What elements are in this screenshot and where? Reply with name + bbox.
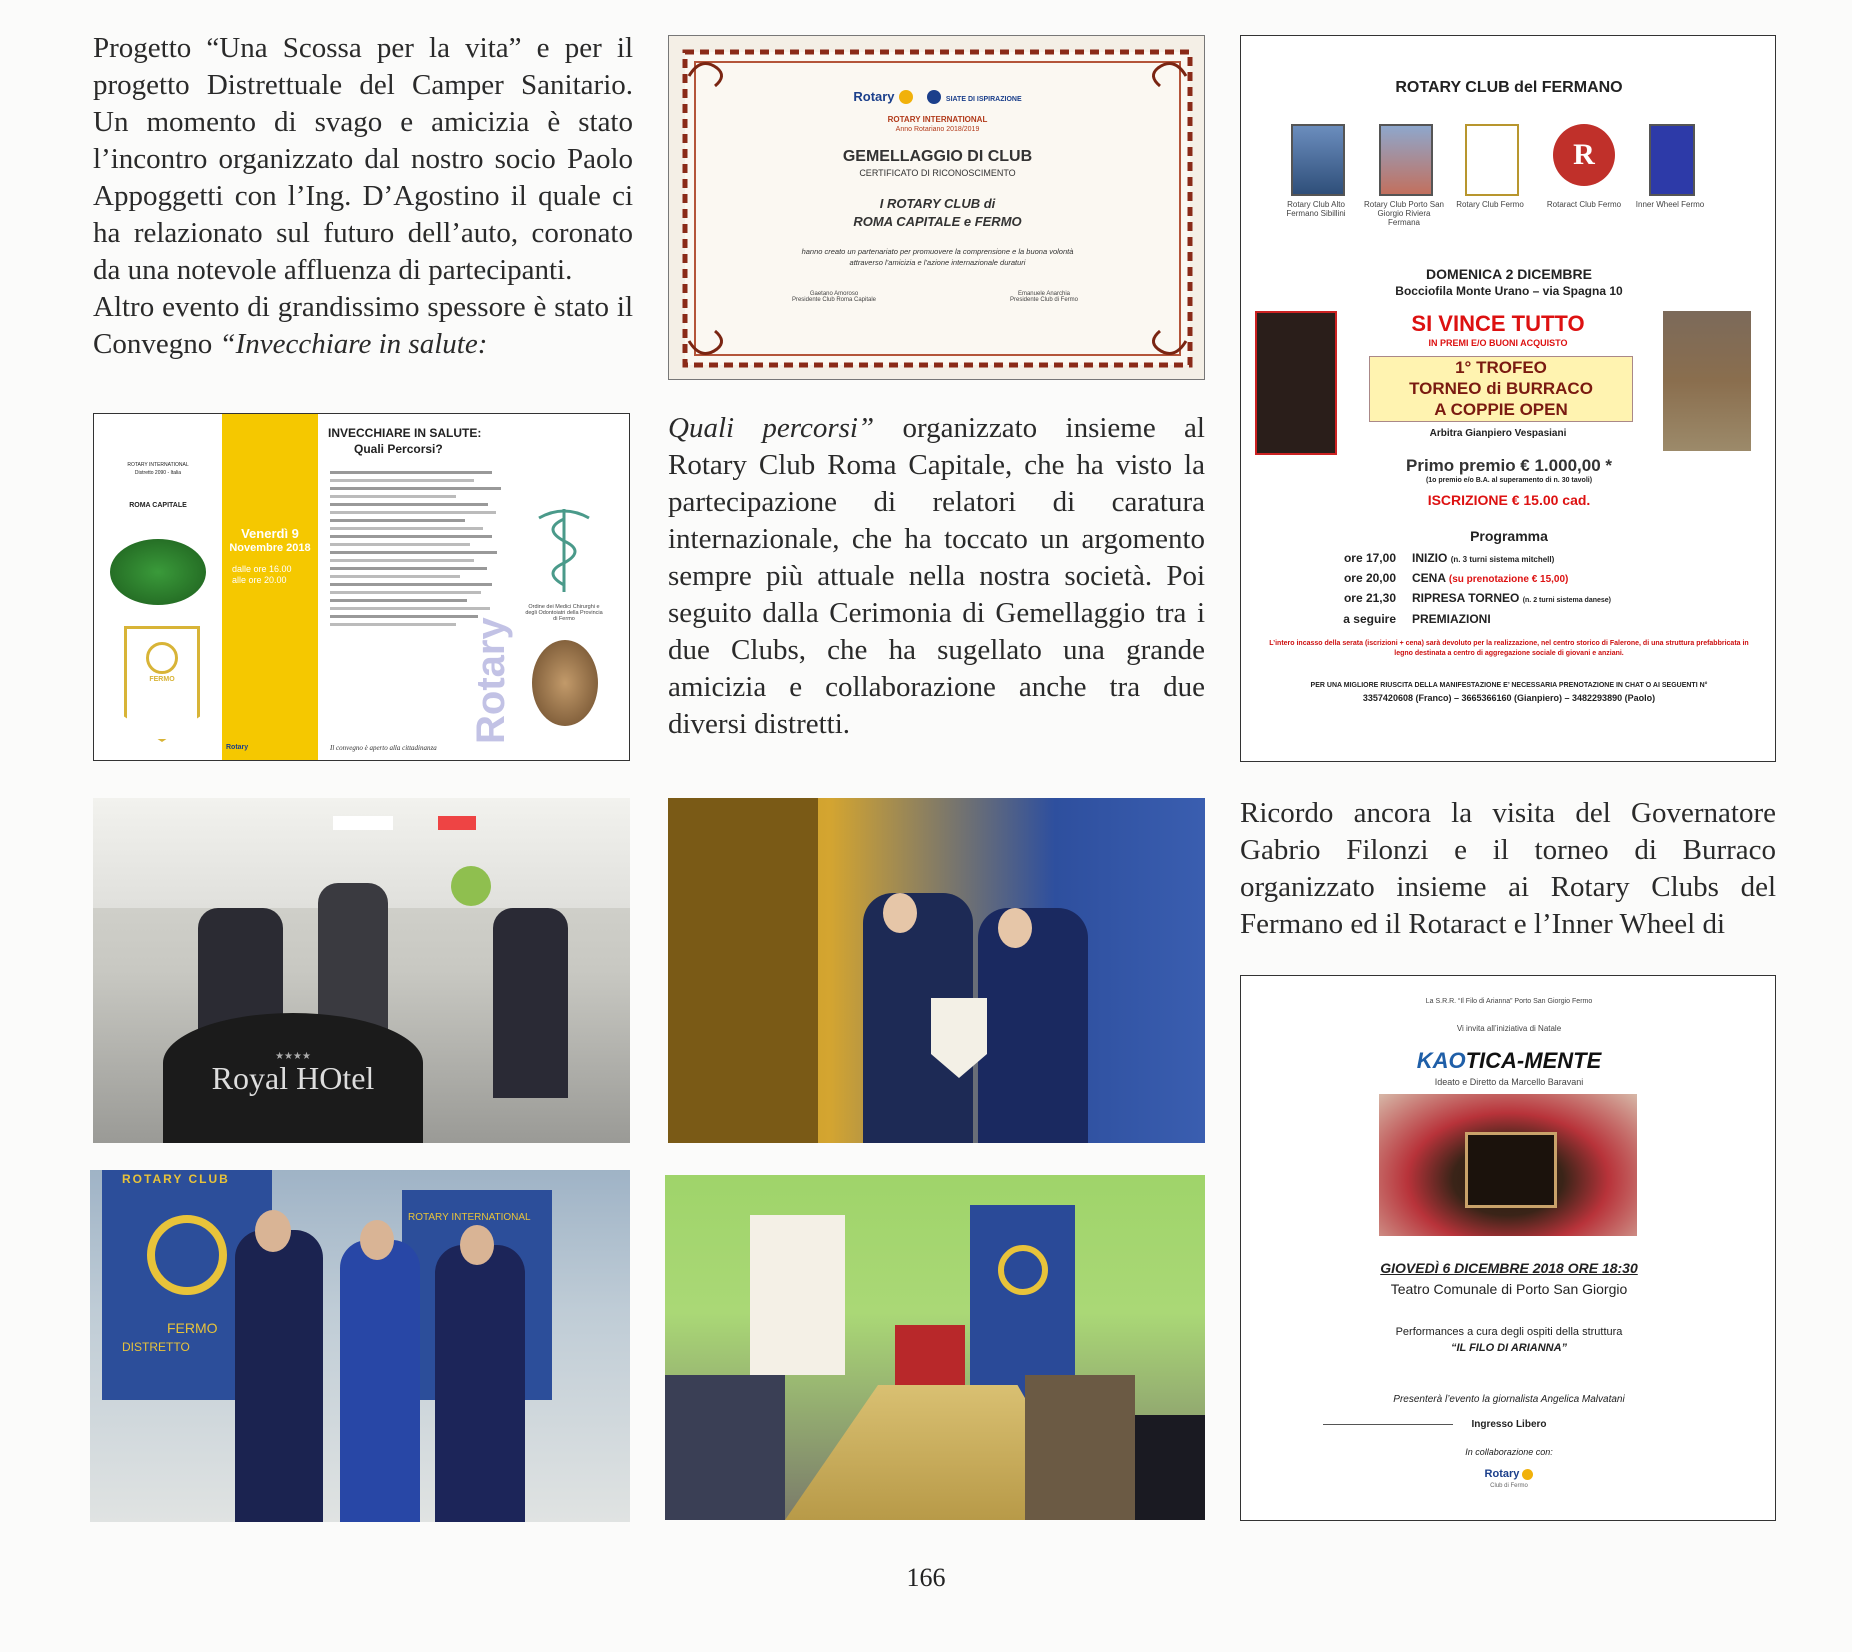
paragraph: Progetto “Una Scossa per la vita” e per il progetto Distrettuale del Camper Sanitario. Un momento di svago e amicizia è stato l’incontro organizzato dal nostro socio Paolo Appoggetti con l’Ing. D’Agostino il quale ci ha relazionato sul futuro dell’auto, coronato da una notevole affluenza di partecipanti. [93, 32, 633, 286]
banner-text: DISTRETTO [122, 1340, 190, 1354]
paragraph: Quali percorsi” organizzato insieme al Rotary Club Roma Capitale, che ha visto la partecipazione di relatori di caratura internazionale, che ha toccato un argomento sempre più attuale nella nostra società. Poi seguito dalla Cerimonia di Gemellaggio tra i due Clubs, che ha sugellato una grande amicizia e collaborazione anche tra due diversi distretti. [668, 412, 1205, 740]
event-venue: Teatro Comunale di Porto San Giorgio [1390, 1281, 1628, 1297]
column-1-text [93, 30, 633, 363]
left-panel [94, 414, 222, 761]
ri-text: ROTARY INTERNATIONAL [127, 462, 189, 468]
person [235, 1230, 323, 1522]
primo-premio: Primo premio € 1.000,00 * [1406, 456, 1612, 475]
club-caption: Rotaract Club Fermo [1546, 200, 1622, 209]
time-to: alle ore 20.00 [232, 575, 287, 585]
flyer-line-2: Vi invita all’iniziativa di Natale [1456, 1024, 1562, 1033]
certificate-body: hanno creato un partenariato per promuovere la comprensione e la buona volontà attraverso l’amicizia e l’azione internazionale duraturi [801, 247, 1074, 267]
theatre-photo [1379, 1094, 1637, 1236]
certificate-subtitle: CERTIFICATO DI RICONOSCIMENTO [859, 168, 1016, 178]
rotary-wheel-icon [899, 90, 913, 104]
rotary-logo-text: Rotary [1241, 1468, 1776, 1480]
iscrizione: ISCRIZIONE € 15.00 cad. [1427, 492, 1591, 508]
schedule-row: a seguire PREMIAZIONI [1343, 612, 1491, 626]
column-2-text [668, 410, 1205, 743]
rollup-banner [750, 1215, 845, 1375]
royal-hotel-logo-text: Royal HOtel [211, 1060, 375, 1096]
left-poster-image [1255, 311, 1337, 455]
lectern [163, 1013, 423, 1143]
convegno-title: INVECCHIARE IN SALUTE: [328, 426, 482, 440]
rotary-sub-text: Club di Fermo [1490, 1483, 1528, 1489]
photo-royal-hotel [93, 798, 630, 1143]
banner-icon [1291, 124, 1345, 196]
rotaract-logo-icon: R [1553, 124, 1615, 186]
year-text: Anno Rotariano 2018/2019 [895, 126, 980, 133]
person [340, 1240, 420, 1522]
schedule-row: ore 20,00 CENA (su prenotazione € 15,00) [1343, 571, 1569, 585]
red-note: L’intero incasso della serata (iscrizioni + cena) sarà devoluto per la realizzazione, nel centro storico di Falerone, di una struttura prefabbricata in legno destinata a centro di aggregazione sociale di giovani e anziani. [1269, 640, 1749, 657]
photo-rotary-banners [90, 1170, 630, 1522]
signature-1-name: Gaetano Amoroso [809, 291, 859, 297]
person [493, 908, 568, 1098]
ri-text: ROTARY INTERNATIONAL [887, 115, 988, 124]
trofeo-box [1369, 356, 1633, 422]
arbitro: Arbitra Gianpiero Vespasiani [1429, 428, 1567, 439]
photo-banner-exchange [668, 798, 1205, 1143]
person [1135, 1415, 1205, 1520]
rotary-watermark: Rotary [469, 617, 513, 744]
clubs-line-2: ROMA CAPITALE e FERMO [853, 214, 1022, 229]
signature-2-role: Presidente Club di Fermo [1009, 297, 1079, 303]
date-day: Venerdì 9 [241, 526, 299, 541]
siate-text: SIATE DI ISPIRAZIONE [945, 96, 1022, 103]
saint-medallion-image [532, 640, 598, 726]
collab-text: In collaborazione con: [1465, 1447, 1553, 1457]
schedule-row: ore 17,00 INIZIO (n. 3 turni sistema mitchell) [1343, 551, 1555, 565]
convegno-subtitle: Quali Percorsi? [354, 442, 443, 456]
signature-2-name: Emanuele Anarchia [1017, 291, 1071, 297]
rotary-wheel-icon [998, 1245, 1048, 1295]
convegno-footer: Il convegno è aperto alla cittadinanza [330, 744, 437, 752]
person [318, 883, 388, 1033]
programma-title: Programma [1470, 528, 1548, 544]
banner-icon [1465, 124, 1519, 196]
banner-text: FERMO [167, 1320, 218, 1336]
paragraph: Altro evento di grandissimo spessore è stato il Convegno “Invecchiare in salute: [93, 291, 633, 360]
kaotica-flyer [1240, 975, 1776, 1521]
trofeo-line: TORNEO di BURRACO [1409, 379, 1593, 398]
kaotica-title: KAOTICA-MENTE [1416, 1048, 1602, 1073]
rotary-wheel-icon [146, 642, 178, 674]
event-place: Bocciofila Monte Urano – via Spagna 10 [1395, 284, 1623, 298]
event-date: DOMENICA 2 DICEMBRE [1426, 266, 1592, 282]
ideato-text: Ideato e Diretto da Marcello Baravani [1434, 1077, 1584, 1087]
burraco-flyer [1240, 35, 1776, 762]
headline: SI VINCE TUTTO [1411, 311, 1585, 336]
convegno-flyer [93, 413, 630, 761]
flyer-line-1: La S.R.R. “Il Filo di Arianna” Porto San Giorgio Fermo [1425, 998, 1593, 1005]
person [435, 1245, 525, 1522]
prizes-note: IN PREMI E/O BUONI ACQUISTO [1428, 338, 1568, 348]
date-month: Novembre 2018 [229, 542, 311, 554]
rotary-wheel-icon [1522, 1469, 1533, 1480]
performances-line-1: Performances a cura degli ospiti della struttura [1395, 1326, 1623, 1338]
right-photo-collage [1663, 311, 1751, 451]
ordine-text: Ordine dei Medici Chirurghi e degli Odontoiatri della Provincia di Fermo [525, 604, 603, 622]
person [665, 1375, 785, 1520]
club-caption: Rotary Club Porto San Giorgio Riviera Fermana [1363, 200, 1445, 227]
district-text: Distretto 2090 - Italia [134, 470, 182, 476]
club-roma-text: ROMA CAPITALE [129, 502, 187, 509]
trofeo-line: A COPPIE OPEN [1434, 400, 1568, 419]
club-caption: Rotary Club Alto Fermano Sibillini [1286, 200, 1346, 218]
primo-premio-note: (1o premio e/o B.A. al superamento di n. 30 tavoli) [1425, 477, 1593, 484]
rotary-logo-text: Rotary [853, 89, 895, 104]
person [978, 908, 1088, 1143]
hotel-stars: ★★★★ [275, 1051, 311, 1062]
banner-icon [1379, 124, 1433, 196]
time-from: dalle ore 16.00 [232, 564, 292, 574]
schedule-row: ore 21,30 RIPRESA TORNEO (n. 2 turni sistema danese) [1343, 591, 1612, 605]
flyer-header: ROTARY CLUB del FERMANO [1395, 79, 1623, 96]
caduceus-icon [534, 504, 594, 594]
rotary-footer-text: Rotary [226, 744, 249, 751]
paragraph: Ricordo ancora la visita del Governatore Gabrio Filonzi e il torneo di Burraco organizzato insieme ai Rotary Clubs del Fermano ed il Rotaract e l’Inner Wheel di [1240, 797, 1776, 940]
fermo-text: FERMO [149, 676, 175, 683]
banner-icon [1649, 124, 1695, 196]
siate-logo-icon [927, 90, 941, 104]
certificate-title: GEMELLAGGIO DI CLUB [842, 148, 1033, 165]
ingresso-text: Ingresso Libero [1471, 1419, 1547, 1430]
schedule [1296, 549, 1766, 629]
person [1025, 1375, 1135, 1520]
booking-note: PER UNA MIGLIORE RIUSCITA DELLA MANIFESTAZIONE E’ NECESSARIA PRENOTAZIONE IN CHAT O AI SEGUENTI N° [1310, 682, 1708, 689]
roma-emblem-icon [110, 539, 206, 605]
phone-numbers: 3357420608 (Franco) – 3665366160 (Gianpiero) – 3482293890 (Paolo) [1362, 693, 1656, 703]
rotary-wheel-icon [147, 1215, 227, 1295]
certificate-image [668, 35, 1205, 380]
presenta-text: Presenterà l’evento la giornalista Angelica Malvatani [1393, 1394, 1625, 1405]
clubs-line-1: I ROTARY CLUB di [879, 196, 996, 211]
page-number: 166 [906, 1563, 946, 1592]
banner-text: ROTARY INTERNATIONAL [408, 1212, 531, 1223]
event-date: GIOVEDÌ 6 DICEMBRE 2018 ORE 18:30 [1380, 1260, 1638, 1276]
club-caption: Rotary Club Fermo [1456, 200, 1524, 209]
trofeo-line: 1° TROFEO [1455, 358, 1547, 377]
plant [451, 866, 491, 906]
photo-meeting-room [665, 1175, 1205, 1520]
column-3-text [1240, 795, 1776, 943]
yellow-panel [222, 414, 318, 761]
performances-line-2: “IL FILO DI ARIANNA” [1450, 1342, 1568, 1354]
signature-1-role: Presidente Club Roma Capitale [791, 297, 877, 303]
club-caption: Inner Wheel Fermo [1635, 200, 1705, 209]
banner-text: ROTARY CLUB [122, 1172, 230, 1186]
